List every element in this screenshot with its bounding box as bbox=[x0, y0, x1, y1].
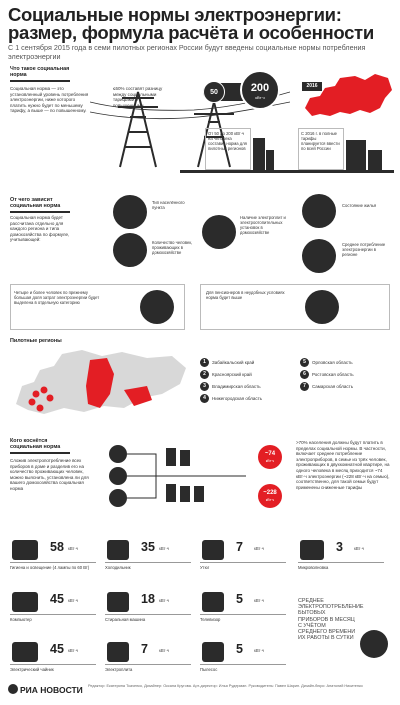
factor-average: Среднее потребление электроэнергии в регионе bbox=[342, 242, 386, 258]
appliance-label: Холодильник bbox=[105, 565, 131, 570]
section-depends-heading: От чего зависит социальная норма bbox=[10, 197, 61, 210]
divider bbox=[10, 562, 96, 563]
note-large-family: Четыре и более человек по прежнему большая доля затрат электроэнергии будет выделена в отдельную категорию bbox=[14, 290, 100, 306]
per-person-unit: кВт·ч bbox=[265, 459, 275, 463]
appliance-label: Микроволновка bbox=[298, 565, 329, 570]
appliance-icon bbox=[202, 592, 224, 612]
appliance-value: 5 bbox=[236, 592, 243, 606]
page-title: Социальные нормы электроэнергии: размер, формула расчёта и особенности bbox=[8, 4, 374, 43]
appliance-label: Пылесос bbox=[200, 667, 218, 672]
appliance-label: Гигиена и освещение (4 лампы по 60 Вт) bbox=[10, 565, 90, 570]
pilot-map bbox=[12, 346, 190, 418]
appliance-label: Утюг bbox=[200, 565, 210, 570]
appliance-value: 18 bbox=[141, 592, 155, 606]
value-200: 200 bbox=[250, 82, 270, 94]
socket-icon bbox=[302, 239, 336, 273]
building-icon bbox=[253, 138, 265, 170]
factor-housing: Состояние жилья bbox=[342, 203, 377, 208]
appliance-unit: кВт·ч bbox=[254, 546, 264, 551]
section-pilot-heading: Пилотные регионы bbox=[10, 338, 62, 344]
divider bbox=[105, 562, 191, 563]
per-family-value: ~228 bbox=[263, 490, 277, 496]
divider bbox=[105, 664, 191, 665]
plug-icon bbox=[360, 630, 388, 658]
russia-2016-text: С 2016 г. в полные тарифы планируется ввести по всей России bbox=[301, 131, 340, 152]
divider bbox=[298, 562, 384, 563]
calculation-diagram bbox=[96, 440, 266, 512]
divider bbox=[105, 614, 191, 615]
divider bbox=[200, 614, 286, 615]
region-name: Самарская область bbox=[312, 384, 354, 389]
building-icon bbox=[368, 150, 382, 170]
section-what-heading: Что такое социальная норма bbox=[10, 66, 70, 79]
appliance-value: 7 bbox=[236, 540, 243, 554]
region-badge: 1 bbox=[200, 358, 209, 367]
depends-text: Социальная норма будет рассчитана отдельно для каждого региона и типа домохозяйства по формуле, учитывающей: bbox=[10, 215, 70, 243]
appliance-card bbox=[10, 534, 100, 582]
house-icon bbox=[302, 194, 336, 228]
appliance-card bbox=[10, 586, 100, 634]
region-badge: 3 bbox=[200, 382, 209, 391]
appliance-card bbox=[10, 636, 100, 684]
appliance-value: 3 bbox=[336, 540, 343, 554]
region-badge: 2 bbox=[200, 370, 209, 379]
year-tag: 2016 bbox=[302, 82, 322, 91]
appliance-icon bbox=[202, 642, 224, 662]
appliance-icon bbox=[12, 642, 38, 662]
appliance-value: 35 bbox=[141, 540, 155, 554]
appliance-unit: кВт·ч bbox=[159, 598, 169, 603]
divider bbox=[200, 664, 286, 665]
appliances-note: СРЕДНЕЕ ЭЛЕКТРОПОТРЕБЛЕНИЕ БЫТОВЫХ ПРИБОРОВ В МЕСЯЦ С УЧЁТОМ СРЕДНЕГО ВРЕМЕНИ ИХ РАБОТЫ В СУТКИ bbox=[298, 598, 364, 642]
appliance-card bbox=[105, 586, 195, 634]
appliance-card bbox=[105, 534, 195, 582]
appliance-card bbox=[200, 586, 290, 634]
building-icon bbox=[346, 140, 366, 170]
factor-people: Количество человек, проживающих в домохозяйстве bbox=[152, 240, 193, 256]
russia-map-icon bbox=[300, 68, 395, 120]
appliance-value: 45 bbox=[50, 592, 64, 606]
region-badge: 7 bbox=[300, 382, 309, 391]
note-pensioners: Для пенсионеров в неудобных условиях норма будет выше bbox=[206, 290, 285, 301]
whom-side-text: >70% населения должны будут платить в пределах социальной нормы. В частности, включает среднее потребление электроприборов, в семье из трёх человек, проживающих в двухкомнатной квартире, на одного человека в месяц приходится ~74 кВт·ч электроэнергии (~228 кВт·ч на семью), соответственно, для такой семьи будут применены сниженные тарифы bbox=[296, 440, 390, 490]
factor-settlement: Тип населённого пункта bbox=[152, 200, 185, 211]
appliance-value: 5 bbox=[236, 642, 243, 656]
card-tariff-text: ≤60% составят разницу между социальными тарифами и повышенными bbox=[113, 86, 163, 108]
page-subtitle: С 1 сентября 2015 года в семи пилотных регионах России будут введены социальные нормы потребления электроэнергии bbox=[8, 43, 366, 61]
ria-logo: РИА НОВОСТИ bbox=[20, 685, 83, 695]
appliance-card bbox=[105, 636, 195, 684]
divider bbox=[200, 562, 286, 563]
appliance-unit: кВт·ч bbox=[159, 546, 169, 551]
divider bbox=[10, 614, 96, 615]
appliance-unit: кВт·ч bbox=[354, 546, 364, 551]
appliance-unit: кВт·ч bbox=[159, 648, 169, 653]
region-name: Владимирская область bbox=[212, 384, 261, 389]
appliance-icon bbox=[12, 592, 38, 612]
region-name: Красноярский край bbox=[212, 372, 252, 377]
appliance-value: 58 bbox=[50, 540, 64, 554]
appliance-icon bbox=[300, 540, 324, 560]
region-badge: 4 bbox=[200, 394, 209, 403]
ground-line bbox=[180, 170, 394, 173]
per-family-unit: кВт·ч bbox=[265, 498, 275, 502]
appliance-card bbox=[200, 534, 290, 582]
region-name: Забайкальский край bbox=[212, 360, 255, 365]
appliance-label: Электрический чайник bbox=[10, 667, 54, 672]
appliance-value: 45 bbox=[50, 642, 64, 656]
appliance-icon bbox=[107, 642, 129, 662]
appliance-unit: кВт·ч bbox=[68, 598, 78, 603]
appliance-value: 7 bbox=[141, 642, 148, 656]
settlement-icon bbox=[113, 195, 147, 229]
divider bbox=[10, 80, 70, 82]
house-icon bbox=[140, 290, 174, 324]
appliance-unit: кВт·ч bbox=[68, 546, 78, 551]
appliance-label: Компьютер bbox=[10, 617, 32, 622]
appliance-unit: кВт·ч bbox=[254, 648, 264, 653]
region-name: Орловская область bbox=[312, 360, 353, 365]
building-icon bbox=[266, 150, 274, 170]
card-norm-range bbox=[205, 128, 251, 170]
appliance-unit: кВт·ч bbox=[254, 598, 264, 603]
region-badge: 6 bbox=[300, 370, 309, 379]
people-icon bbox=[113, 233, 147, 267]
region-name: Нижегородская область bbox=[212, 396, 263, 401]
divider bbox=[10, 664, 96, 665]
divider bbox=[10, 211, 70, 213]
appliance-card bbox=[298, 534, 388, 582]
appliance-label: Электроплита bbox=[105, 667, 133, 672]
per-family-bubble bbox=[258, 484, 282, 508]
appliance-unit: кВт·ч bbox=[68, 648, 78, 653]
appliance-icon bbox=[12, 540, 38, 560]
card-russia-2016 bbox=[298, 128, 344, 170]
ria-logo-icon bbox=[8, 684, 18, 694]
appliance-icon bbox=[107, 592, 129, 612]
value-200-unit: кВт·ч bbox=[255, 95, 265, 100]
what-text: Социальная норма — это установленный уровень потребления электроэнергии, ниже которого платить нужно будет по меньшему тарифу, а выше — по повышенному. bbox=[10, 86, 89, 114]
factor-stoves: Наличие электроплит и электроотопительных установок в домохозяйстве bbox=[240, 215, 286, 236]
credits: Редактор: Екатерина Ткаченко, Дизайнер: Оксана Кругова. Арт-директор: Илья Рудерман. Руководитель: Павел Шарин. Дизайн-бюро: Анатолий Никитенко bbox=[88, 684, 363, 688]
whom-text: Сложив электропотребление всех приборов в доме и разделив его на количество проживающих человек, можно выяснить, установлена ли для вашего домохозяйства социальная норма bbox=[10, 458, 89, 491]
appliance-icon bbox=[202, 540, 224, 560]
appliance-icon bbox=[107, 540, 129, 560]
section-whom-heading: Кого коснётся социальная норма bbox=[10, 438, 61, 451]
divider bbox=[10, 452, 70, 454]
norm-range-text: От 50 до 200 кВт·ч на человека составит норма для пилотных регионов bbox=[208, 131, 247, 152]
per-person-bubble bbox=[258, 445, 282, 469]
stove-icon bbox=[202, 215, 236, 249]
per-person-value: ~74 bbox=[264, 451, 276, 457]
pensioner-icon bbox=[305, 290, 339, 324]
appliance-label: Стиральная машина bbox=[105, 617, 146, 622]
appliance-card bbox=[200, 636, 290, 684]
value-50-bubble: 50 bbox=[203, 81, 225, 103]
region-badge: 5 bbox=[300, 358, 309, 367]
region-name: Ростовская область bbox=[312, 372, 354, 377]
appliance-label: Телевизор bbox=[200, 617, 221, 622]
